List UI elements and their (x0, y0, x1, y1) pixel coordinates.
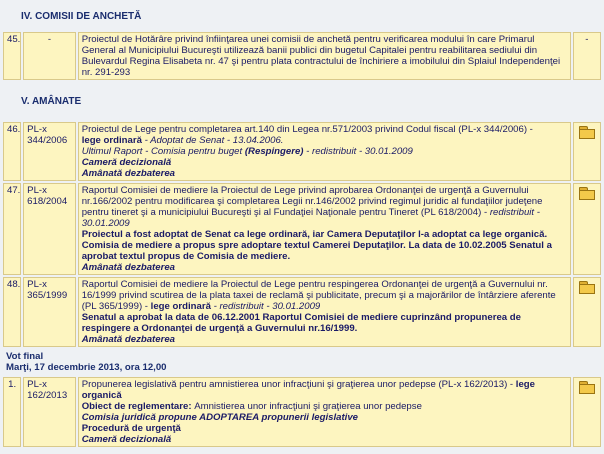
table-row (3, 122, 601, 181)
decision-chamber: Cameră decizională (81, 157, 172, 168)
description-text: Propunerea legislativă pentru amnistierea unor infracţiuni şi graţierea unor pedepse (PL-x 162/2013) - (81, 379, 514, 390)
row-code: PL-x 344/2006 (23, 122, 76, 181)
regulation-text: Amnistierea unor infracţiuni şi graţierea unor pedepse (194, 401, 422, 412)
folder-icon[interactable] (579, 381, 594, 393)
postponed-status: Amânată dezbaterea (81, 334, 175, 345)
row-code: PL-x 162/2013 (23, 377, 76, 447)
table-row (3, 183, 601, 275)
table-row (3, 277, 601, 347)
row-number: 48. (3, 277, 21, 347)
mediation-note: Proiectul a fost adoptat de Senat ca lege ordinară, iar Camera Deputaţilor l-a adoptat ca lege organică. Comisia de mediere a propus spre adoptare textul Camerei Deputaţilor. La data de 10.02.2005 Senatul a aprobat textul propus de Comisia de mediere. (81, 229, 552, 262)
folder-icon[interactable] (579, 187, 594, 199)
description-text: Proiectul de Lege pentru completarea art.140 din Legea nr.571/2003 privind Codul fiscal (PL-x 344/2006) - (81, 124, 533, 135)
row-icon-cell[interactable] (573, 183, 601, 275)
row-icon-cell[interactable] (573, 122, 601, 181)
section-title: IV. COMISII DE ANCHETĂ (3, 2, 601, 30)
row-description: Proiectul de Hotărâre privind înfiinţarea unei comisii de anchetă pentru verificarea modului în care Primarul General al Municipiului Bucureşti utilizează banii publici din bugetul Capitalei pentru reabilitarea sediului din Bulevardul Regina Elisabeta nr. 47 şi pentru plata contractului de închiriere a imobilului din Splaiul Independenţei nr. 291-293 (78, 32, 571, 80)
row-code: PL-x 618/2004 (23, 183, 76, 275)
folder-icon[interactable] (579, 281, 594, 293)
section-v-header (3, 82, 601, 120)
vote-heading (3, 349, 601, 375)
last-report: Ultimul Raport - Comisia pentru buget (81, 146, 245, 157)
postponed-status: Amânată dezbaterea (81, 168, 175, 179)
row-code: - (23, 32, 76, 80)
row-description (78, 183, 571, 275)
row-number: 45. (3, 32, 21, 80)
row-description (78, 377, 571, 447)
redistributed: - redistribuit - 30.01.2009 (210, 301, 321, 312)
row-code: PL-x 365/1999 (23, 277, 76, 347)
senate-status: - Adoptat de Senat - 13.04.2006. (141, 135, 284, 146)
description-text: Raportul Comisiei de mediere la Proiectul de Lege pentru respingerea Ordonanţei de urgenţă a Guvernului nr. 16/1999 privind scutirea de la plata taxei de reclamă şi publicitate, precum şi a majorărilor de întârziere aferente (PL 365/1999) - (81, 279, 556, 312)
regulation-label: Obiect de reglementare: (81, 401, 195, 412)
decision-chamber: Cameră decizională (81, 434, 172, 445)
mediation-note: Senatul a aprobat la data de 06.12.2001 Raportul Comisiei de mediere cuprinzând propunerea de respingere a Ordonanţei de urgenţă a Guvernului nr.16/1999. (81, 312, 521, 334)
row-number: 46. (3, 122, 21, 181)
row-description (78, 277, 571, 347)
law-type: lege ordinară (148, 301, 211, 312)
row-number: 1. (3, 377, 21, 447)
section-title: V. AMÂNATE (3, 82, 601, 120)
vote-date: Marţi, 17 decembrie 2013, ora 12,00 (6, 362, 167, 373)
committee-proposal: Comisia juridică propune ADOPTAREA propunerii legislative (81, 412, 358, 423)
row-last: - (573, 32, 601, 80)
postponed-status: Amânată dezbaterea (81, 262, 175, 273)
table-row (3, 32, 601, 80)
redistributed: redistribuit - 30.01.2009 (81, 207, 540, 229)
row-icon-cell[interactable] (573, 377, 601, 447)
section-iv-header (3, 2, 601, 30)
report-verdict: (Respingere) (244, 146, 304, 157)
table-row (3, 377, 601, 447)
row-number: 47. (3, 183, 21, 275)
urgency-procedure: Procedură de urgenţă (81, 423, 181, 434)
row-icon-cell[interactable] (573, 277, 601, 347)
agenda-table (1, 0, 603, 449)
folder-icon[interactable] (579, 126, 594, 138)
law-type: lege ordinară (81, 135, 142, 146)
redistributed: - redistribuit - 30.01.2009 (303, 146, 413, 157)
description-text: Raportul Comisiei de mediere la Proiectul de Lege privind aprobarea Ordonanţei de urgenţă a Guvernului nr.166/2002 pentru modificarea şi completarea Legii nr.146/2002 privind regimul juridic al fundaţiilor judeţene pentru tineret şi a municipiului Bucureşti şi al Fundaţiei Naţionale pentru Tineret (PL 618/2004) - (81, 185, 543, 218)
row-description (78, 122, 571, 181)
law-type: lege organică (81, 379, 535, 401)
vote-title: Vot final (6, 351, 44, 362)
vote-header (3, 349, 601, 375)
